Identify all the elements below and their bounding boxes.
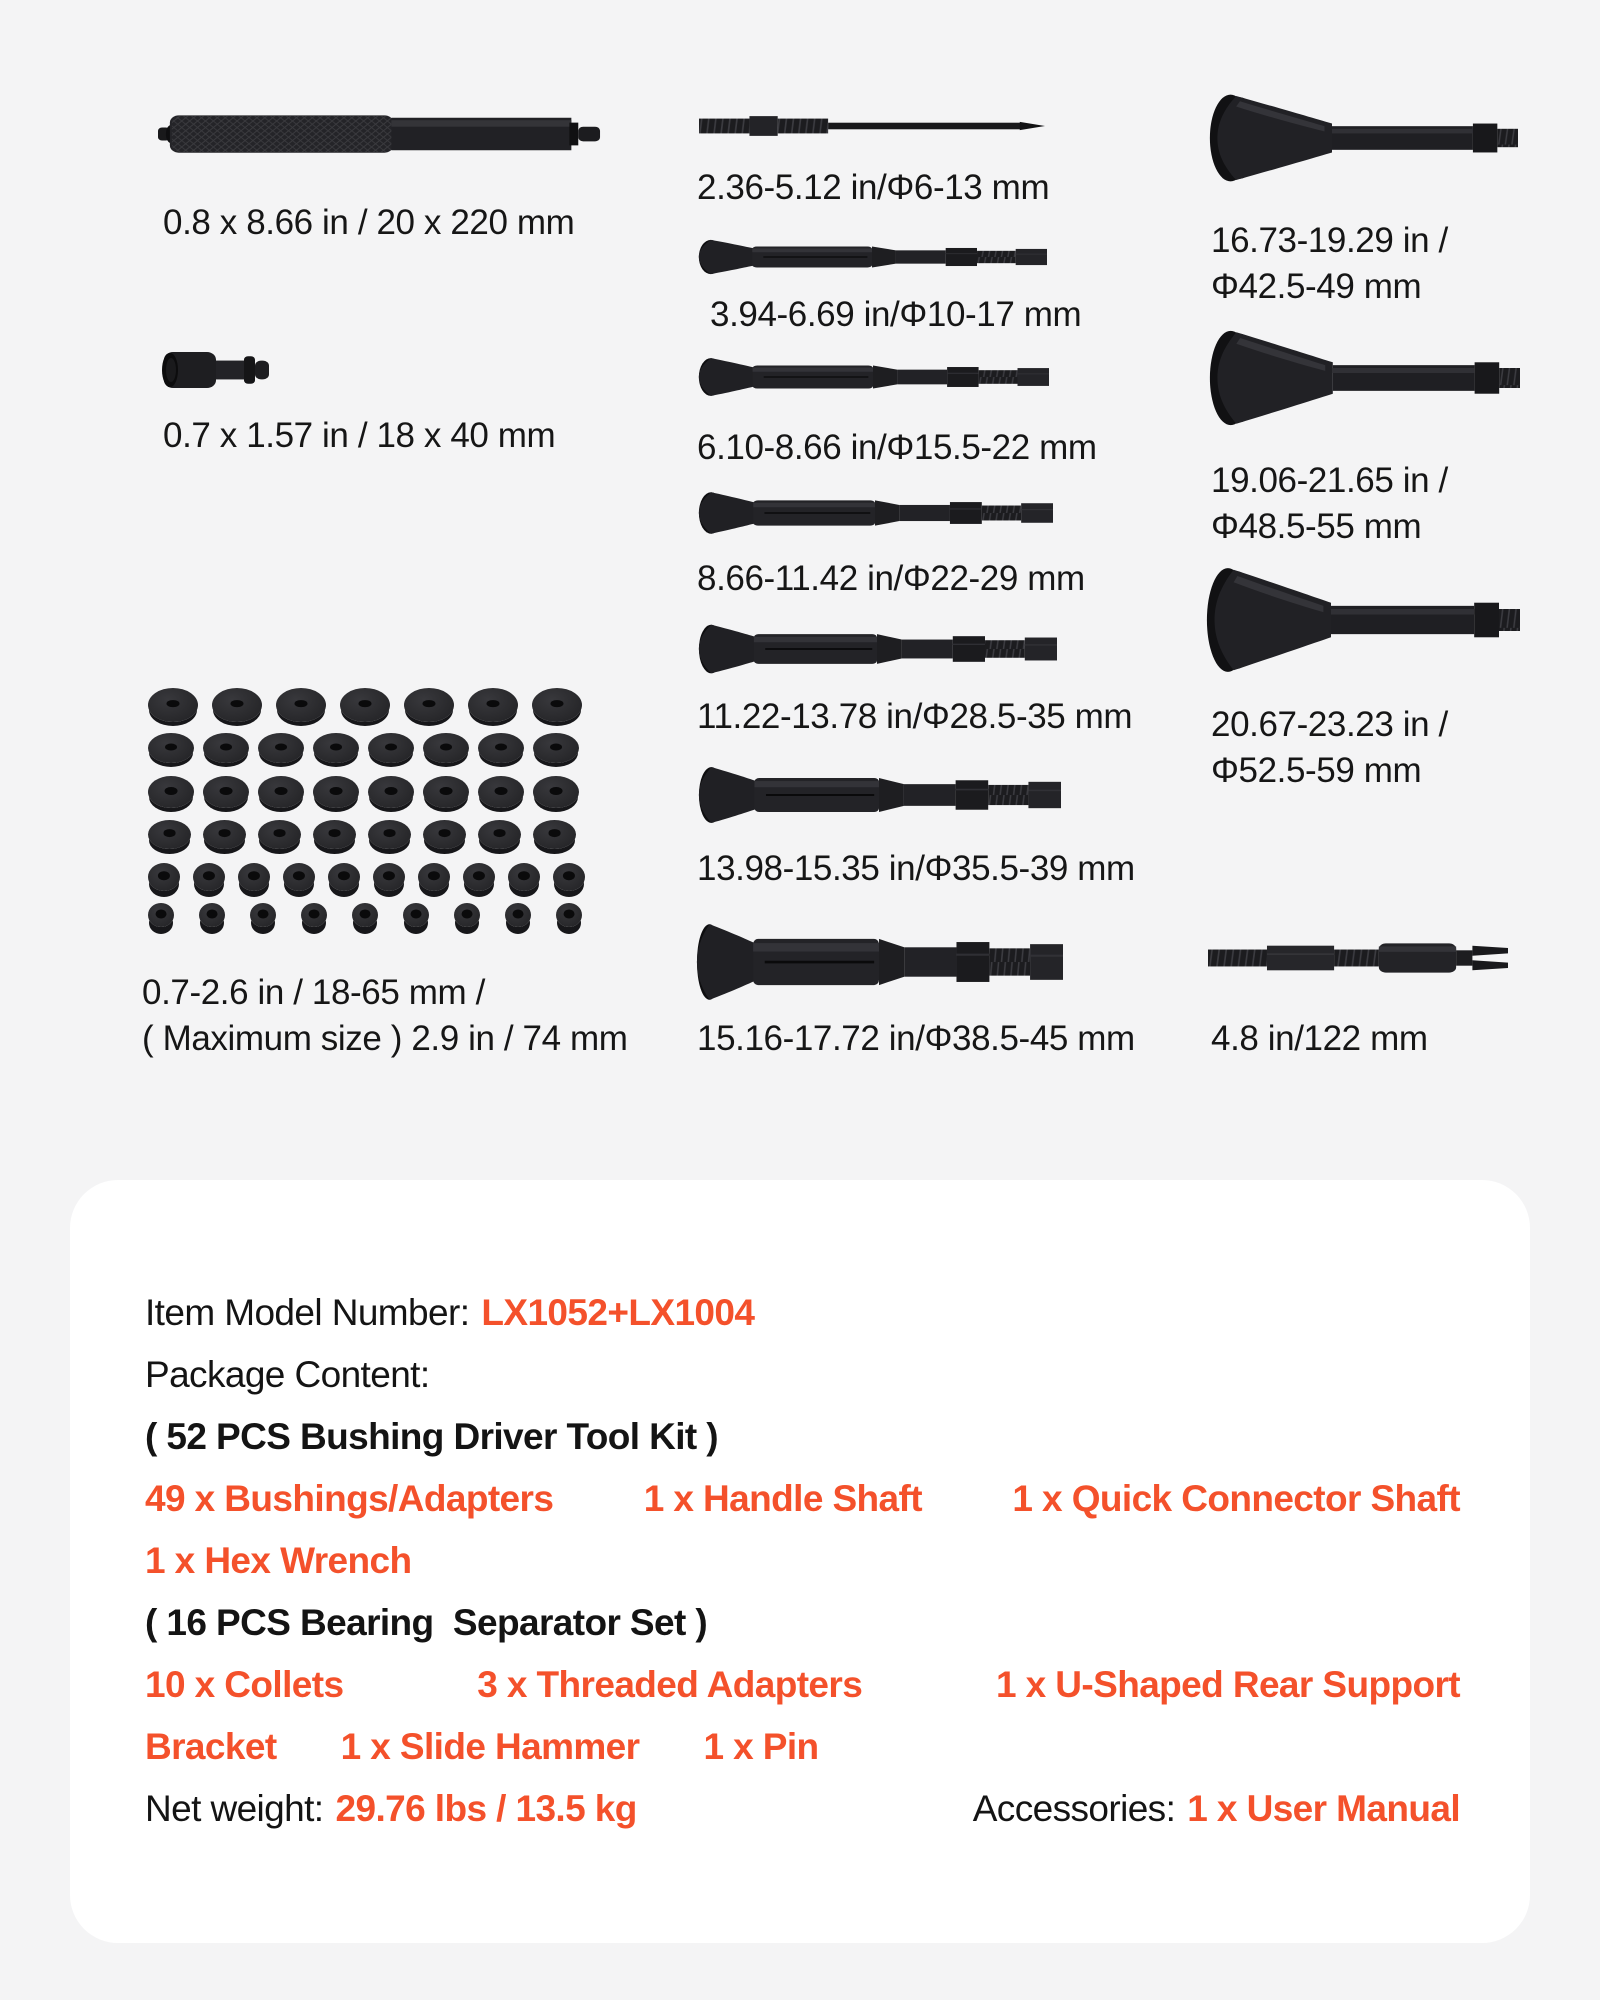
bushing-disc: [533, 776, 579, 808]
bushing-hole: [550, 787, 563, 795]
bushing-disc: [212, 688, 262, 722]
bushing-hole: [275, 743, 287, 750]
bushing-disc: [556, 903, 582, 927]
bushing-hole: [295, 700, 308, 708]
bushing-hole: [495, 787, 508, 795]
bushing-disc: [276, 688, 326, 722]
bushing-disc: [423, 776, 469, 808]
bushing-hole: [440, 743, 452, 750]
quick-connector-image: [1208, 938, 1508, 978]
bushing-disc: [463, 863, 495, 891]
collet-image-1: [697, 112, 1045, 140]
collet-image-2: [697, 238, 1047, 276]
bushing-disc: [508, 863, 540, 891]
bushing-disc: [423, 733, 469, 763]
bushing-disc: [313, 776, 359, 808]
bushing-disc: [340, 688, 390, 722]
bushing-hole: [203, 871, 215, 881]
bushing-disc: [478, 733, 524, 763]
kit2-items-line2: [145, 1722, 1460, 1772]
model-line: [145, 1288, 1460, 1338]
bushing-hole: [440, 787, 453, 795]
bushing-disc: [283, 863, 315, 891]
bushing-disc: [148, 688, 198, 722]
bushing-disc: [532, 688, 582, 722]
bushing-disc: [313, 820, 356, 849]
package-item: Bracket: [145, 1726, 277, 1767]
bushing-row: [148, 688, 582, 722]
bushing-hole: [359, 700, 372, 708]
size-label: [142, 970, 627, 1062]
bushings-label-line1: 0.7-2.6 in / 18-65 mm /: [142, 973, 485, 1012]
bushing-hole: [550, 743, 562, 750]
size-label: [1211, 702, 1448, 794]
size-label: 3.94-6.69 in/Φ10-17 mm: [710, 295, 1082, 334]
kit2-title: ( 16 PCS Bearing Separator Set ): [145, 1602, 708, 1643]
size-label: [1211, 458, 1448, 550]
bushing-disc: [468, 688, 518, 722]
bushing-hole: [487, 700, 500, 708]
size-label: 13.98-15.35 in/Φ35.5-39 mm: [697, 849, 1135, 888]
bell-label-line1: 19.06-21.65 in /: [1211, 461, 1448, 500]
size-label: 15.16-17.72 in/Φ38.5-45 mm: [697, 1019, 1135, 1058]
bushing-hole: [423, 700, 436, 708]
bushing-disc: [418, 863, 450, 891]
bushing-row: [148, 903, 582, 927]
bushing-hole: [360, 909, 371, 918]
bushing-hole: [563, 871, 575, 881]
bushing-hole: [328, 829, 341, 837]
bushing-disc: [258, 733, 304, 763]
bushing-disc: [193, 863, 225, 891]
collet-image-5: [697, 622, 1057, 676]
bushing-hole: [518, 871, 530, 881]
bushing-hole: [167, 700, 180, 708]
bushing-disc: [328, 863, 360, 891]
bushing-disc: [199, 903, 225, 927]
net-weight: [145, 1784, 637, 1834]
collet-image-7: [695, 920, 1063, 1004]
bushing-disc: [368, 776, 414, 808]
bushing-hole: [231, 700, 244, 708]
kit1-title: ( 52 PCS Bushing Driver Tool Kit ): [145, 1416, 719, 1457]
bushing-hole: [338, 871, 350, 881]
handle-shaft-image: [158, 108, 603, 160]
package-item: 49 x Bushings/Adapters: [145, 1478, 554, 1519]
kit1-items-line1: [145, 1474, 1460, 1524]
bushing-hole: [207, 909, 218, 918]
bushing-disc: [148, 863, 180, 891]
bushing-disc: [454, 903, 480, 927]
bushing-disc: [203, 733, 249, 763]
bushings-grid: [148, 688, 593, 938]
bushing-hole: [385, 743, 397, 750]
size-label: 0.8 x 8.66 in / 20 x 220 mm: [163, 203, 575, 242]
bushing-hole: [548, 829, 561, 837]
bushing-disc: [423, 820, 466, 849]
bushing-hole: [564, 909, 575, 918]
bushing-hole: [165, 787, 178, 795]
bushing-hole: [493, 829, 506, 837]
bell-label-line2: Φ48.5-55 mm: [1211, 507, 1422, 546]
bushing-hole: [248, 871, 260, 881]
bushing-hole: [411, 909, 422, 918]
bushings-label-line2: ( Maximum size ) 2.9 in / 74 mm: [142, 1019, 628, 1058]
bushing-hole: [218, 829, 231, 837]
bushing-hole: [156, 909, 167, 918]
bell-label-line1: 16.73-19.29 in /: [1211, 221, 1448, 260]
collet-image-6: [697, 764, 1061, 826]
bushing-hole: [383, 829, 396, 837]
net-weight-label: Net weight:: [145, 1788, 324, 1829]
bushing-hole: [513, 909, 524, 918]
bushing-disc: [238, 863, 270, 891]
bushing-disc: [533, 820, 576, 849]
package-info-card: [70, 1180, 1530, 1943]
net-weight-value: 29.76 lbs / 13.5 kg: [335, 1788, 637, 1829]
bushing-disc: [313, 733, 359, 763]
bushing-hole: [330, 743, 342, 750]
bushing-disc: [368, 733, 414, 763]
accessories: [973, 1784, 1460, 1834]
bushing-disc: [533, 733, 579, 763]
size-label: 11.22-13.78 in/Φ28.5-35 mm: [697, 697, 1133, 736]
bushing-disc: [148, 820, 191, 849]
bushing-disc: [373, 863, 405, 891]
bushing-hole: [383, 871, 395, 881]
package-item: 3 x Threaded Adapters: [477, 1664, 863, 1705]
size-label: 0.7 x 1.57 in / 18 x 40 mm: [163, 416, 556, 455]
bushing-disc: [203, 776, 249, 808]
bell-label-line2: Φ42.5-49 mm: [1211, 267, 1422, 306]
bushing-disc: [148, 903, 174, 927]
model-value: LX1052+LX1004: [481, 1292, 755, 1333]
bushing-hole: [220, 743, 232, 750]
bushing-hole: [163, 829, 176, 837]
bushing-hole: [220, 787, 233, 795]
package-content-label: Package Content:: [145, 1354, 430, 1395]
bell-collet-image-2: [1208, 328, 1520, 428]
accessories-value: 1 x User Manual: [1187, 1788, 1460, 1829]
bushing-disc: [404, 688, 454, 722]
model-label: Item Model Number:: [145, 1292, 470, 1333]
bushing-hole: [385, 787, 398, 795]
bushing-hole: [462, 909, 473, 918]
bushing-disc: [258, 820, 301, 849]
bushing-hole: [258, 909, 269, 918]
kit1-items-line2: 1 x Hex Wrench: [145, 1540, 412, 1581]
package-item: 1 x U-Shaped Rear Support: [995, 1664, 1460, 1705]
bell-label-line2: Φ52.5-59 mm: [1211, 751, 1422, 790]
package-item: 1 x Pin: [703, 1726, 819, 1767]
bushing-row: [148, 776, 579, 808]
bushing-disc: [368, 820, 411, 849]
package-item: 1 x Quick Connector Shaft: [1012, 1478, 1460, 1519]
bell-collet-image-1: [1208, 92, 1518, 184]
size-label: 2.36-5.12 in/Φ6-13 mm: [697, 168, 1050, 207]
bushing-disc: [148, 776, 194, 808]
accessories-label: Accessories:: [972, 1788, 1176, 1829]
bushing-hole: [273, 829, 286, 837]
bushing-disc: [403, 903, 429, 927]
bushing-hole: [158, 871, 170, 881]
bushing-disc: [478, 820, 521, 849]
bushing-disc: [258, 776, 304, 808]
bushing-disc: [478, 776, 524, 808]
package-item: 1 x Handle Shaft: [643, 1478, 922, 1519]
collet-image-4: [697, 490, 1053, 536]
bushing-hole: [330, 787, 343, 795]
bushing-disc: [553, 863, 585, 891]
bushing-hole: [428, 871, 440, 881]
size-label: 6.10-8.66 in/Φ15.5-22 mm: [697, 428, 1097, 467]
bushing-hole: [165, 743, 177, 750]
small-adapter-image: [160, 346, 272, 394]
bushing-disc: [301, 903, 327, 927]
kit2-items-line1: [145, 1660, 1460, 1710]
bushing-hole: [551, 700, 564, 708]
size-label: 8.66-11.42 in/Φ22-29 mm: [697, 559, 1085, 598]
bushing-row: [148, 820, 576, 849]
bushing-hole: [275, 787, 288, 795]
bushing-row: [148, 733, 579, 763]
size-label: 4.8 in/122 mm: [1211, 1019, 1428, 1058]
bushing-disc: [250, 903, 276, 927]
bushing-disc: [352, 903, 378, 927]
bushing-disc: [203, 820, 246, 849]
bushing-hole: [309, 909, 320, 918]
bushing-disc: [505, 903, 531, 927]
size-label: [1211, 218, 1448, 310]
package-item: 10 x Collets: [145, 1664, 344, 1705]
bushing-disc: [148, 733, 194, 763]
bushing-row: [148, 863, 585, 891]
bushing-hole: [438, 829, 451, 837]
weight-accessories-line: [145, 1784, 1460, 1834]
bushing-hole: [473, 871, 485, 881]
bushing-hole: [495, 743, 507, 750]
bushing-hole: [293, 871, 305, 881]
package-item: 1 x Slide Hammer: [340, 1726, 640, 1767]
bell-collet-image-3: [1205, 565, 1520, 675]
collet-image-3: [697, 356, 1049, 398]
bell-label-line1: 20.67-23.23 in /: [1211, 705, 1448, 744]
